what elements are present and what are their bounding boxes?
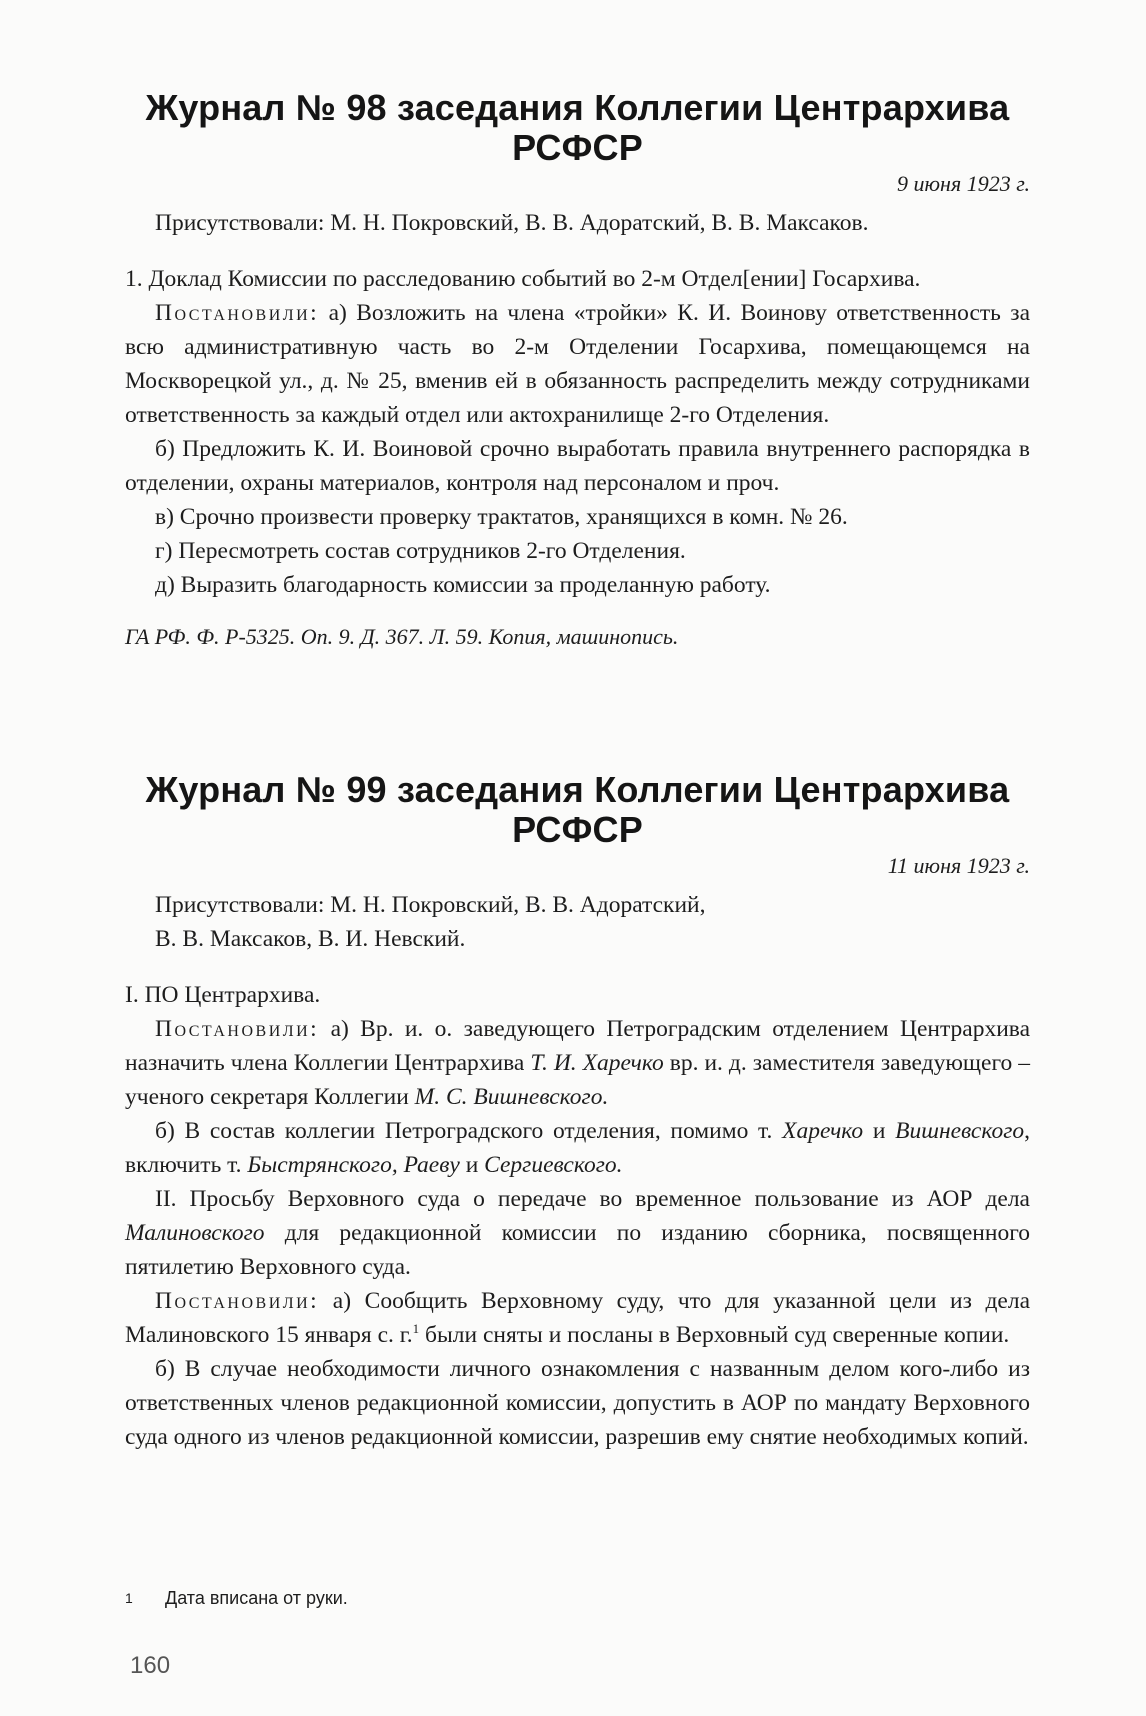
resolution-b-part: и (872, 1118, 886, 1144)
person-name: Харечко (782, 1118, 864, 1144)
journal-98-resolution-v: в) Срочно произвести проверку трактатов, хранящихся в комн. № 26. (155, 504, 848, 530)
journal-99-section-1: I. ПО Центрархива. (125, 982, 321, 1008)
journal-99-resolution-b (125, 1114, 1030, 1182)
footnote-number: 1 (125, 1590, 133, 1606)
page-number: 160 (130, 1652, 171, 1679)
resolution-a-part: вр. и. д. заместителя заведующего – ученого секретаря Коллегии (125, 1050, 1031, 1110)
journal-99-present-1: Присутствовали: М. Н. Покровский, В. В. Адоратский, (155, 892, 706, 918)
item-2-part: для редакционной комиссии по изданию сборника, посвященного пятилетию Верховного суда. (125, 1220, 1030, 1280)
resolution-b-part: б) В состав коллегии Петроградского отделения, помимо т. (155, 1118, 773, 1144)
person-name: Т. И. Харечко (530, 1050, 664, 1076)
journal-98 (125, 88, 1030, 652)
item-2-part: II. Просьбу Верховного суда о передаче во временное пользование из АОР дела (155, 1186, 1030, 1212)
resolution-2a-part: а) Сообщить Верховному суду, что для указанной цели из дела Малиновского 15 января с. г. (125, 1288, 1031, 1348)
journal-98-resolution-g: г) Пересмотреть состав сотрудников 2-го Отделения. (155, 538, 686, 564)
person-name: М. С. Вишневского. (414, 1084, 609, 1110)
journal-98-source: ГА РФ. Ф. Р-5325. Оп. 9. Д. 367. Л. 59. Копия, машинопись. (125, 624, 679, 649)
resolution-a-text: а) Возложить на члена «тройки» К. И. Воинову ответственность за всю административную часть во 2-м Отделении Госархива, помещающемся на Москворецкой ул., д. № 25, вменив ей в обязанность распределить между сотрудниками ответственность за каждый отдел или актохранилище 2-го Отделения. (125, 300, 1030, 428)
person-name: Вишневского (895, 1118, 1025, 1144)
resolved-label: Постановили: (155, 300, 320, 326)
journal-99-present-2: В. В. Максаков, В. И. Невский. (155, 926, 466, 952)
journal-98-resolution-b: б) Предложить К. И. Воиновой срочно выработать правила внутреннего распорядка в отделении, охраны материалов, контроля над персоналом и проч. (125, 436, 1030, 496)
resolved-label: Постановили: (155, 1288, 320, 1314)
footnote (125, 1585, 348, 1611)
person-name: Малиновского (125, 1220, 265, 1246)
resolution-b-part: , включить т. (125, 1118, 1031, 1178)
journal-98-resolution-a (125, 296, 1030, 432)
journal-99-title: Журнал № 99 заседания Коллегии Центрархива РСФСР (145, 769, 1010, 850)
journal-99-resolution-2a (125, 1284, 1030, 1352)
journal-99-item-2 (125, 1182, 1030, 1284)
person-name: Быстрянского, Раеву (247, 1152, 460, 1178)
journal-99-date: 11 июня 1923 г. (887, 853, 1030, 878)
journal-98-title: Журнал № 98 заседания Коллегии Центрархива РСФСР (145, 87, 1010, 168)
journal-98-present: Присутствовали: М. Н. Покровский, В. В. Адоратский, В. В. Максаков. (155, 210, 869, 236)
resolution-a-part: а) Вр. и. о. заведующего Петроградским отделением Центрархива назначить члена Коллегии Центрархива (125, 1016, 1031, 1076)
resolution-b-part: и (465, 1152, 479, 1178)
journal-99 (125, 770, 1030, 1454)
journal-98-item-1: 1. Доклад Комиссии по расследованию событий во 2-м Отдел[ении] Госархива. (125, 266, 921, 292)
journal-98-date: 9 июня 1923 г. (897, 171, 1030, 196)
footnote-text: Дата вписана от руки. (165, 1588, 348, 1608)
footnote-ref[interactable]: 1 (412, 1321, 420, 1337)
journal-99-resolution-a (125, 1012, 1030, 1114)
journal-98-resolution-d: д) Выразить благодарность комиссии за проделанную работу. (155, 572, 771, 598)
person-name: Сергиевского. (484, 1152, 623, 1178)
resolution-2a-part: были сняты и посланы в Верховный суд сверенные копии. (425, 1322, 1010, 1348)
resolved-label: Постановили: (155, 1016, 320, 1042)
journal-99-resolution-2b: б) В случае необходимости личного ознакомления с названным делом кого-либо из ответственных членов редакционной комиссии, допустить в АОР по мандату Верховного суда одного из членов редакционной комиссии, разрешив ему снятие необходимых копий. (125, 1356, 1030, 1450)
